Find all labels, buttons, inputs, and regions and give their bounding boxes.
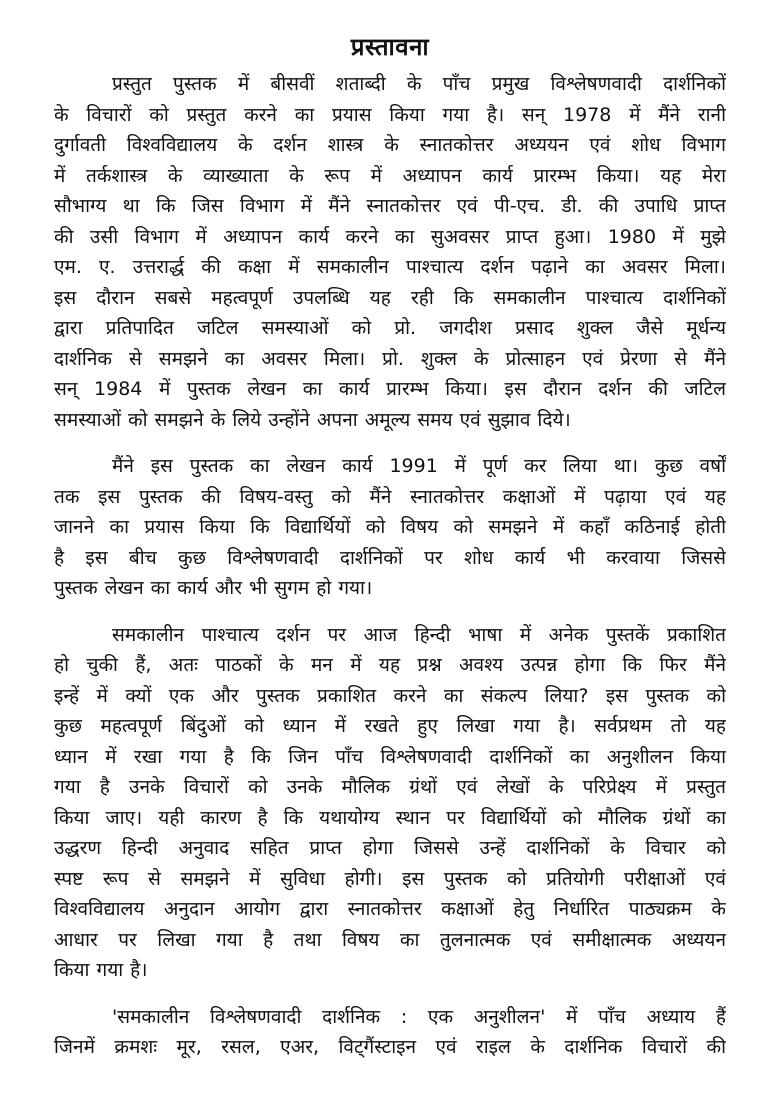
paragraph-4	[54, 1002, 726, 1063]
text-line: समकालीन पाश्चात्य दर्शन पर आज हिन्दी भाषा में अनेक पुस्तकें प्रकाशित	[112, 623, 726, 646]
text-line: कुछ महत्वपूर्ण बिंदुओं को ध्यान में रखते हुए लिखा गया है। सर्वप्रथम तो यह	[54, 715, 726, 737]
text-line: सन् 1984 में पुस्तक लेखन का कार्य प्रारम्भ किया। इस दौरान दर्शन की जटिल	[54, 378, 726, 400]
text-line: के विचारों को प्रस्तुत करने का प्रयास किया गया है। सन् 1978 में मैंने रानी	[54, 103, 726, 126]
text-line: जानने का प्रयास किया कि विद्यार्थियों को विषय को समझने में कहाँ कठिनाई होती	[54, 516, 726, 538]
text-line: में तर्कशास्त्र के व्याख्याता के रूप में अध्यापन कार्य प्रारम्भ किया। यह मेरा	[54, 164, 726, 187]
text-line: उद्धरण हिन्दी अनुवाद सहित प्राप्त होगा जिससे उन्हें दार्शनिकों के विचार को	[54, 837, 726, 859]
paragraph-2	[54, 451, 726, 604]
text-line: एम. ए. उत्तरार्द्ध की कक्षा में समकालीन पाश्चात्य दर्शन पढ़ाने का अवसर मिला।	[54, 256, 726, 278]
text-line: स्पष्ट रूप से समझने में सुविधा होगी। इस पुस्तक को प्रतियोगी परीक्षाओं एवं	[54, 867, 726, 890]
text-line: सौभाग्य था कि जिस विभाग में मैंने स्नातकोत्तर एवं पी-एच. डी. की उपाधि प्राप्त	[54, 195, 726, 217]
text-line: प्रस्तुत पुस्तक में बीसवीं शताब्दी के पाँच प्रमुख विश्लेषणवादी दार्शनिकों	[112, 73, 726, 95]
text-line: किया गया है।	[54, 959, 148, 981]
paragraph-1	[54, 69, 726, 435]
text-line: 'समकालीन विश्लेषणवादी दार्शनिक : एक अनुशीलन' में पाँच अध्याय हैं	[112, 1005, 726, 1028]
text-line: मैंने इस पुस्तक का लेखन कार्य 1991 में पूर्ण कर लिया था। कुछ वर्षों	[112, 455, 726, 477]
text-line: विश्वविद्यालय अनुदान आयोग द्वारा स्नातकोत्तर कक्षाओं हेतु निर्धारित पाठ्यक्रम के	[54, 898, 726, 920]
page-title: प्रस्तावना	[350, 33, 430, 61]
text-line: समस्याओं को समझने के लिये उन्होंने अपना अमूल्य समय एवं सुझाव दिये।	[54, 408, 571, 431]
text-line: आधार पर लिखा गया है तथा विषय का तुलनात्मक एवं समीक्षात्मक अध्ययन	[54, 928, 726, 951]
paragraph-3	[54, 620, 726, 986]
text-line: ध्यान में रखा गया है कि जिन पाँच विश्लेषणवादी दार्शनिकों का अनुशीलन किया	[54, 745, 726, 768]
text-line: पुस्तक लेखन का कार्य और भी सुगम हो गया।	[54, 577, 373, 599]
text-line: इन्हें में क्यों एक और पुस्तक प्रकाशित करने का संकल्प लिया? इस पुस्तक को	[54, 684, 726, 707]
text-line: दार्शनिक से समझने का अवसर मिला। प्रो. शुक्ल के प्रोत्साहन एवं प्रेरणा से मैंने	[54, 347, 726, 370]
text-line: की उसी विभाग में अध्यापन कार्य करने का सुअवसर प्राप्त हुआ। 1980 में मुझे	[54, 225, 726, 248]
text-line: इस दौरान सबसे महत्वपूर्ण उपलब्धि यह रही कि समकालीन पाश्चात्य दार्शनिकों	[54, 286, 726, 309]
text-line: किया जाए। यही कारण है कि यथायोग्य स्थान पर विद्यार्थियों को मौलिक ग्रंथों का	[54, 806, 726, 829]
text-line: हो चुकी हैं, अतः पाठकों के मन में यह प्रश्न अवश्य उत्पन्न होगा कि फिर मैंने	[54, 654, 726, 676]
text-line: गया है उनके विचारों को उनके मौलिक ग्रंथों एवं लेखों के परिप्रेक्ष्य में प्रस्तुत	[54, 776, 726, 798]
text-line: द्वारा प्रतिपादित जटिल समस्याओं को प्रो. जगदीश प्रसाद शुक्ल जैसे मूर्धन्य	[54, 317, 726, 339]
text-line: जिनमें क्रमशः मूर, रसल, एअर, विट्गैंस्टाइन एवं राइल के दार्शनिक विचारों की	[54, 1036, 726, 1058]
text-line: है इस बीच कुछ विश्लेषणवादी दार्शनिकों पर शोध कार्य भी करवाया जिससे	[54, 546, 726, 569]
text-line: दुर्गावती विश्वविद्यालय के दर्शन शास्त्र के स्नातकोत्तर अध्ययन एवं शोध विभाग	[54, 134, 726, 156]
text-line: तक इस पुस्तक की विषय-वस्तु को मैंने स्नातकोत्तर कक्षाओं में पढ़ाया एवं यह	[54, 485, 726, 508]
